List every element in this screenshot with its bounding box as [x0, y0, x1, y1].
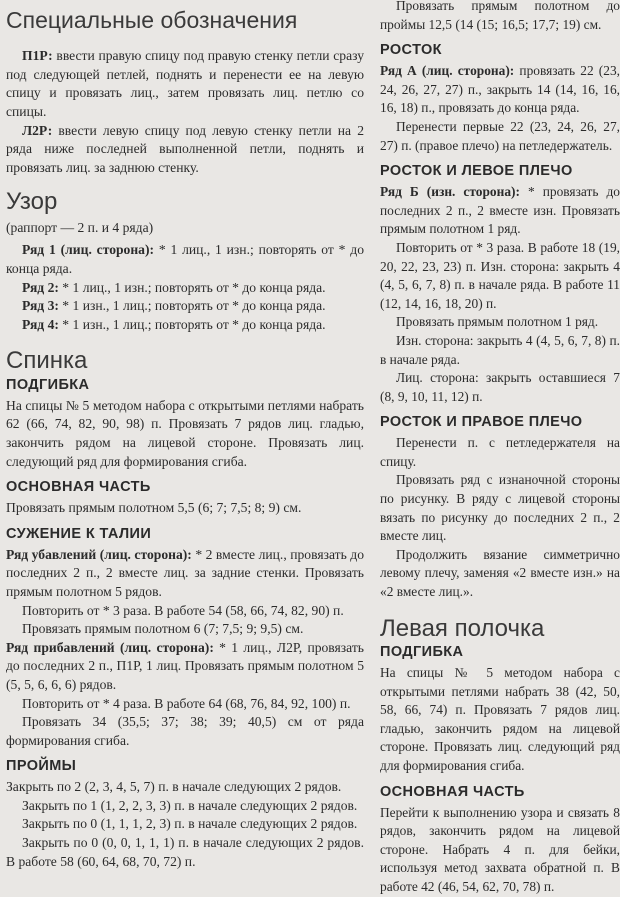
heading-back: Спинка [6, 347, 88, 375]
l2r-term: Л2Р: [22, 122, 53, 138]
subheading-armholes: ПРОЙМЫ [6, 758, 77, 775]
row-b-repeat: Повторить от * 3 раза. В работе 18 (19, 20, 22, 23, 23) п. Изн. сторона: закрыть 4 (4, 5, 6, 7, 8) п. в начале ряда. В работе 11 (12, 14, 16, 18, 20) п. [380, 239, 620, 311]
subheading-main-part: ОСНОВНАЯ ЧАСТЬ [6, 479, 151, 496]
p1r-definition [6, 47, 364, 121]
increase-repeat: Повторить от * 4 раза. В работе 64 (68, 76, 84, 92, 100) п. [22, 695, 351, 711]
increase-straight: Провязать 34 (35,5; 37; 38; 39; 40,5) см от ряда формирования сгиба. [6, 714, 364, 748]
armhole-step-2: Закрыть по 1 (1, 2, 2, 3, 3) п. в начале следующих 2 рядов. [22, 797, 358, 813]
row-a-text: провязать 22 (23, 24, 26, 27, 27) п., закрыть 14 (14, 16, 16, 16, 18) п., провязать до конца ряда. [380, 63, 620, 116]
p1r-term: П1Р: [22, 48, 53, 64]
armhole-step-3: Закрыть по 0 (1, 1, 1, 2, 3) п. в начале следующих 2 рядов. [22, 816, 358, 832]
row-b [380, 183, 620, 239]
subheading-waist-shaping: СУЖЕНИЕ К ТАЛИИ [6, 525, 152, 542]
right-side-bind-off: Лиц. сторона: закрыть оставшиеся 7 (8, 9, 10, 11, 12) п. [380, 370, 620, 404]
subheading-hem: ПОДГИБКА [6, 376, 90, 393]
armhole-step-4: Закрыть по 0 (0, 0, 1, 1, 1) п. в начале следующих 2 рядов. В работе 58 (60, 64, 68, 70, 72) п. [6, 835, 364, 869]
subheading-neck-right-shoulder: РОСТОК И ПРАВОЕ ПЛЕЧО [380, 414, 583, 431]
row1-text: * 1 лиц., 1 изн.; повторять от * до конца ряда. [6, 242, 364, 277]
decrease-term: Ряд убавлений (лиц. сторона): [6, 546, 192, 562]
row4-term: Ряд 4: [22, 316, 59, 332]
right-column [380, 0, 620, 897]
row3-text: * 1 изн., 1 лиц.; повторять от * до конца ряда. [58, 298, 326, 314]
row2-text: * 1 лиц., 1 изн.; повторять от * до конца ряда. [58, 279, 326, 295]
pattern-row-3 [6, 297, 364, 316]
transfer-stitches: Перенести первые 22 (23, 24, 26, 27, 27) п. (правое плечо) на петледержатель. [380, 118, 620, 153]
pattern-row-1 [6, 241, 364, 278]
row-a-term: Ряд А (лиц. сторона): [380, 63, 515, 79]
l2r-definition [6, 122, 364, 178]
right-shoulder-step-2: Провязать ряд с изнаночной стороны по рисунку. В ряду с лицевой стороны вязать по рисунку до последних 2 п., 2 вместе лиц. [380, 472, 620, 544]
row3-term: Ряд 3: [22, 298, 59, 314]
decrease-repeat: Повторить от * 3 раза. В работе 54 (58, 66, 74, 82, 90) п. [22, 602, 344, 618]
row1-term: Ряд 1 (лиц. сторона): [22, 242, 155, 258]
increase-row [6, 639, 364, 695]
decrease-text: * 2 вместе лиц., провязать до последних 2 п., 2 вместе лиц. за задние стенки. Провязать прямым полотном 5 рядов. [6, 546, 364, 599]
increase-term: Ряд прибавлений (лиц. сторона): [6, 639, 214, 655]
l2r-text: ввести левую спицу под левую стенку петли на 2 ряда ниже последней выполненной петли, поднять и провязать лиц. за заднюю стенку. [6, 122, 364, 175]
subheading-main-part-left-front: ОСНОВНАЯ ЧАСТЬ [380, 783, 525, 800]
row-b-term: Ряд Б (изн. сторона): [380, 184, 520, 200]
heading-pattern: Узор [6, 188, 58, 216]
heading-special-notation: Специальные обозначения [6, 7, 298, 33]
left-front-main-text: Перейти к выполнению узора и связать 8 рядов, закончить рядом на лицевой стороне. Набрать 4 п. для бейки, используя метод захвата обратной п. В работе 42 (46, 54, 62, 70, 78) п. [380, 804, 620, 894]
heading-left-front: Левая полочка [380, 614, 545, 642]
subheading-hem-left-front: ПОДГИБКА [380, 644, 464, 661]
straight-one-row: Провязать прямым полотном 1 ряд. [396, 314, 599, 330]
increase-text: * 1 лиц., Л2Р, провязать до последних 2 п., П1Р, 1 лиц. Провязать прямым полотном 5 (5, 5, 6, 6, 6) рядов. [6, 639, 364, 692]
subheading-neck-left-shoulder: РОСТОК И ЛЕВОЕ ПЛЕЧО [380, 163, 573, 180]
right-shoulder-step-3: Продолжить вязание симметрично левому плечу, заменяя «2 вместе изн.» на «2 вместе лиц.». [380, 546, 620, 600]
decrease-row [6, 546, 364, 602]
p1r-text: ввести правую спицу под правую стенку петли сразу под следующей петлей, поднять и перенести ее на левую спицу и провязать лиц., затем провязать лиц. петлю со спицы. [6, 48, 364, 120]
row-b-text: * провязать до последних 2 п., 2 вместе изн. Провязать прямым полотном 1 ряд. [380, 184, 620, 237]
decrease-straight: Провязать прямым полотном 6 (7; 7,5; 9; 9,5) см. [22, 621, 304, 637]
wrong-side-bind-off: Изн. сторона: закрыть 4 (4, 5, 6, 7, 8) п. в начале ряда. [380, 332, 620, 367]
left-front-hem-text: На спицы № 5 методом набора с открытыми петлями набрать 38 (42, 50, 58, 66, 74) п. Провязать 7 рядов лиц. гладью, закончить рядом на лицевой стороне. Провязать лиц. следующий ряд для формирования сгиба. [380, 665, 620, 773]
subheading-neck: РОСТОК [380, 42, 442, 59]
continue-straight: Провязать прямым полотном до проймы 12,5 (14 (15; 16,5; 17,7; 19) см. [380, 0, 620, 32]
row4-text: * 1 изн., 1 лиц.; повторять от * до конца ряда. [58, 316, 326, 332]
left-column [6, 0, 364, 871]
pattern-row-4 [6, 316, 364, 335]
right-shoulder-step-1: Перенести п. с петледержателя на спицу. [380, 435, 620, 469]
pattern-rapport: (раппорт — 2 п. и 4 ряда) [6, 219, 154, 235]
main-part-text: Провязать прямым полотном 5,5 (6; 7; 7,5; 8; 9) см. [6, 500, 302, 516]
hem-text: На спицы № 5 методом набора с открытыми петлями набрать 62 (66, 74, 82, 90, 98) п. Провязать 7 рядов лиц. гладью, закончить рядом на лицевой стороне. Провязать лиц. следующий ряд для формирования сгиба. [6, 397, 364, 469]
armhole-step-1: Закрыть по 2 (2, 3, 4, 5, 7) п. в начале следующих 2 рядов. [6, 779, 342, 795]
row-a [380, 62, 620, 118]
pattern-row-2 [6, 279, 364, 298]
row2-term: Ряд 2: [22, 279, 59, 295]
